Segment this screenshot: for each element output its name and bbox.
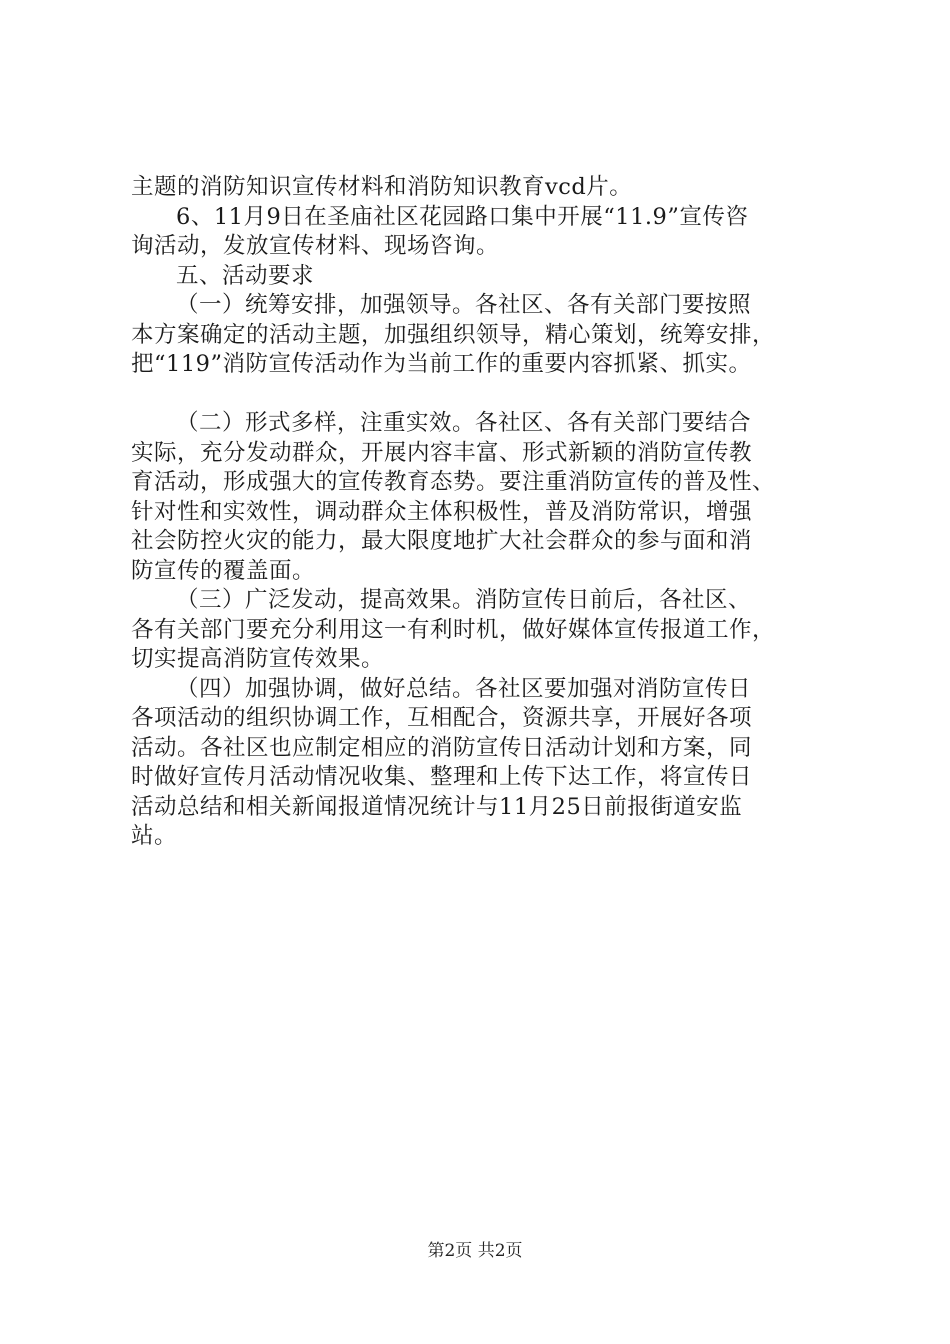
section-heading-requirements: 五、活动要求 (176, 262, 315, 289)
paragraph-2-line: 针对性和实效性，调动群众主体积极性，普及消防常识，增强 (131, 498, 753, 525)
list-item-6-continuation: 询活动，发放宣传材料、现场咨询。 (131, 233, 500, 259)
paragraph-4-line: 活动。各社区也应制定相应的消防宣传日活动计划和方案，同 (131, 734, 753, 761)
body-line-continuation: 主题的消防知识宣传材料和消防知识教育vcd片。 (131, 174, 633, 200)
paragraph-gap (131, 380, 831, 410)
paragraph-2-line: 实际，充分发动群众，开展内容丰富、形式新颖的消防宣传教 (131, 439, 753, 466)
paragraph-1-line: 把“119”消防宣传活动作为当前工作的重要内容抓紧、抓实。 (131, 351, 752, 377)
paragraph-2-line: 育活动，形成强大的宣传教育态势。要注重消防宣传的普及性、 (131, 469, 776, 495)
paragraph-4-line: （四）加强协调，做好总结。各社区要加强对消防宣传日 (176, 675, 752, 702)
paragraph-3-line: 切实提高消防宣传效果。 (131, 646, 385, 672)
paragraph-4-line: 活动总结和相关新闻报道情况统计与11月25日前报街道安监 (131, 793, 743, 820)
paragraph-4-line: 时做好宣传月活动情况收集、整理和上传下达工作，将宣传日 (131, 764, 753, 790)
paragraph-2-line: （二）形式多样，注重实效。各社区、各有关部门要结合 (176, 410, 752, 436)
paragraph-4-line: 各项活动的组织协调工作，互相配合，资源共享，开展好各项 (131, 705, 753, 731)
paragraph-3-line: （三）广泛发动，提高效果。消防宣传日前后，各社区、 (176, 587, 752, 613)
list-item-6: 6、11月9日在圣庙社区花园路口集中开展“11.9”宣传咨 (176, 203, 749, 230)
paragraph-2-line: 防宣传的覆盖面。 (131, 557, 316, 584)
document-body (131, 173, 831, 852)
paragraph-1-line: 本方案确定的活动主题，加强组织领导，精心策划，统筹安排， (131, 321, 776, 348)
paragraph-3-line: 各有关部门要充分利用这一有利时机，做好媒体宣传报道工作， (131, 616, 776, 643)
paragraph-2-line: 社会防控火灾的能力，最大限度地扩大社会群众的参与面和消 (131, 528, 753, 554)
page-number-footer: 第2页 共2页 (427, 1241, 523, 1261)
paragraph-4-line: 站。 (131, 823, 178, 849)
paragraph-1-line: （一）统筹安排，加强领导。各社区、各有关部门要按照 (176, 292, 752, 318)
